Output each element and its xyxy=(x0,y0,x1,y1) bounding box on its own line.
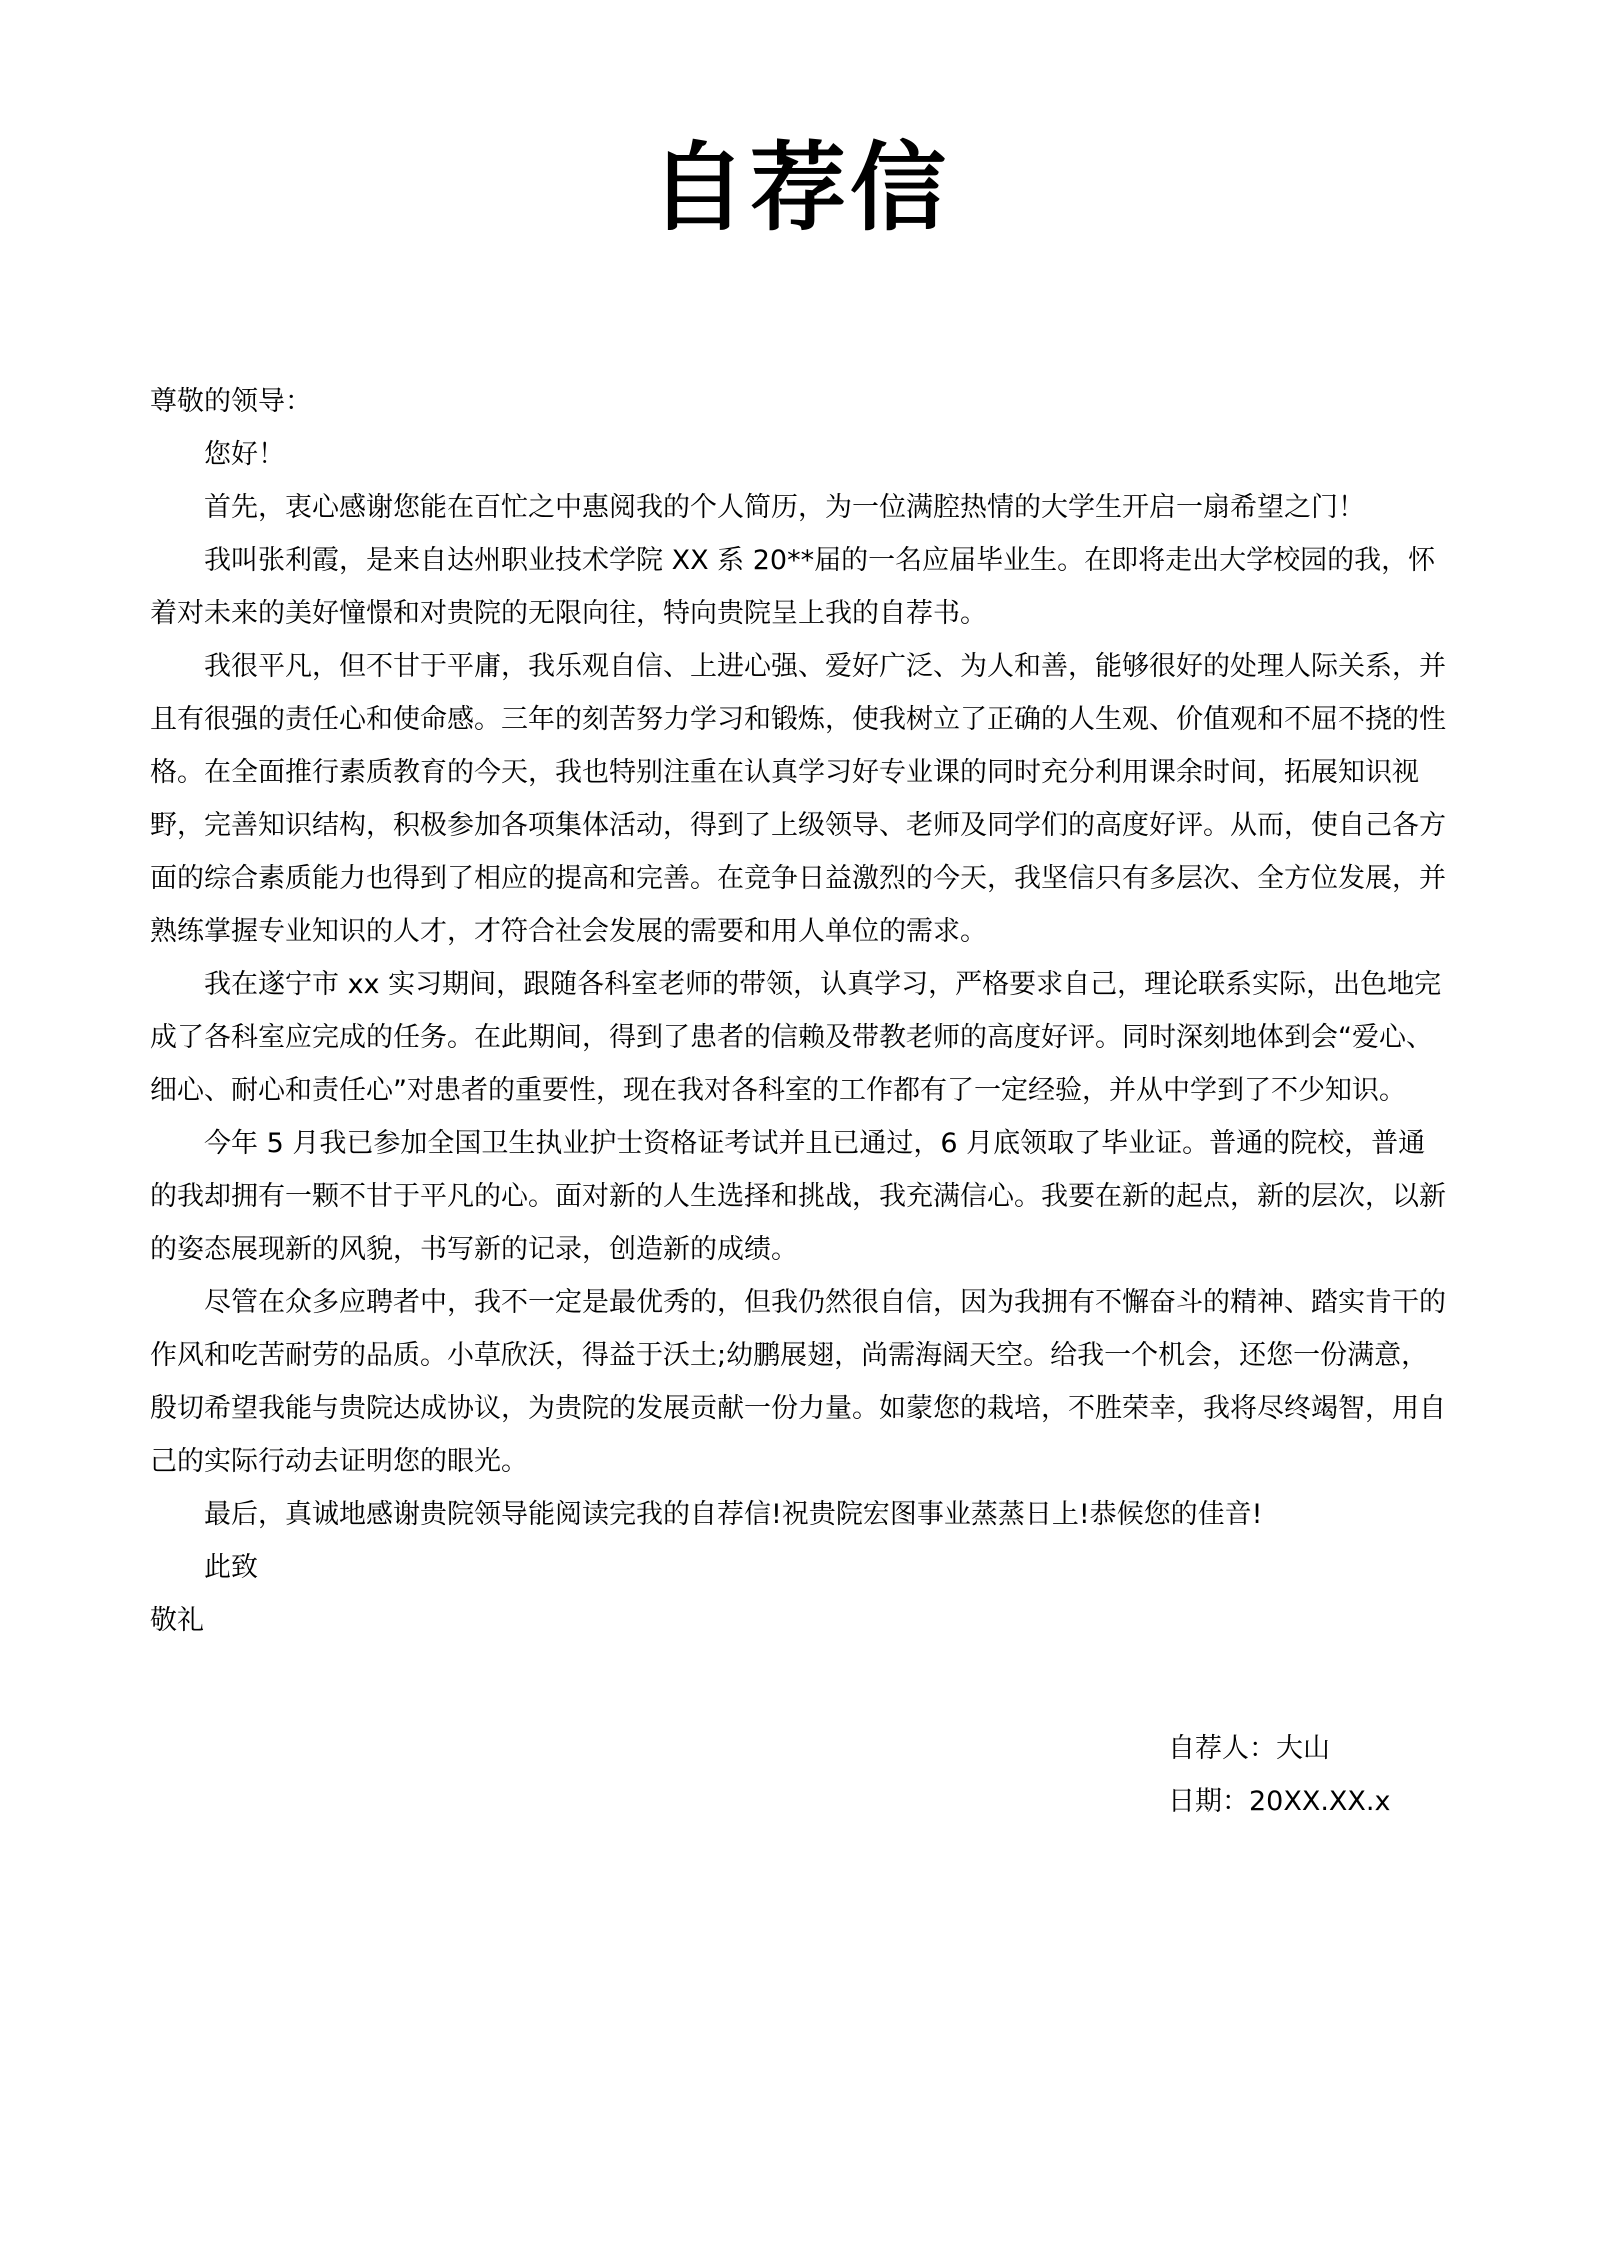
signer-name: 自荐人：大山 xyxy=(1168,1733,1330,1764)
closing-salute: 敬礼 xyxy=(150,1605,204,1636)
closing-phrase: 此致 xyxy=(204,1552,258,1583)
paragraph: 我很平凡，但不甘于平庸，我乐观自信、上进心强、爱好广泛、为人和善，能够很好的处理人际关系，并且有很强的责任心和使命感。三年的刻苦努力学习和锻炼，使我树立了正确的人生观、价值观和不屈不挠的性格。在全面推行素质教育的今天，我也特别注重在认真学习好专业课的同时充分利用课余时间，拓展知识视野，完善知识结构，积极参加各项集体活动，得到了上级领导、老师及同学们的高度好评。从而，使自己各方面的综合素质能力也得到了相应的提高和完善。在竞争日益激烈的今天，我坚信只有多层次、全方位发展，并熟练掌握专业知识的人才，才符合社会发展的需要和用人单位的需求。 xyxy=(150,651,1446,947)
paragraph: 首先，衷心感谢您能在百忙之中惠阅我的个人简历，为一位满腔热情的大学生开启一扇希望之门！ xyxy=(204,492,1365,523)
signature-block xyxy=(1168,1722,1391,1828)
document-title: 自荐信 xyxy=(650,132,950,244)
greeting: 您好！ xyxy=(204,439,285,470)
paragraph: 最后，真诚地感谢贵院领导能阅读完我的自荐信!祝贵院宏图事业蒸蒸日上!恭候您的佳音! xyxy=(204,1499,1263,1530)
signature-date: 日期：20XX.XX.x xyxy=(1168,1786,1391,1817)
letter-body xyxy=(150,375,1450,1647)
paragraph: 尽管在众多应聘者中，我不一定是最优秀的，但我仍然很自信，因为我拥有不懈奋斗的精神、踏实肯干的作风和吃苦耐劳的品质。小草欣沃，得益于沃土;幼鹏展翅，尚需海阔天空。给我一个机会，还您一份满意，殷切希望我能与贵院达成协议，为贵院的发展贡献一份力量。如蒙您的栽培，不胜荣幸，我将尽终竭智，用自己的实际行动去证明您的眼光。 xyxy=(150,1287,1446,1477)
paragraph: 我在遂宁市 xx 实习期间，跟随各科室老师的带领，认真学习，严格要求自己，理论联系实际，出色地完成了各科室应完成的任务。在此期间，得到了患者的信赖及带教老师的高度好评。同时深刻地体到会“爱心、细心、耐心和责任心”对患者的重要性，现在我对各科室的工作都有了一定经验，并从中学到了不少知识。 xyxy=(150,969,1442,1106)
salutation: 尊敬的领导： xyxy=(150,386,312,417)
paragraph: 今年 5 月我已参加全国卫生执业护士资格证考试并且已通过，6 月底领取了毕业证。普通的院校，普通的我却拥有一颗不甘于平凡的心。面对新的人生选择和挑战，我充满信心。我要在新的起点，新的层次，以新的姿态展现新的风貌，书写新的记录，创造新的成绩。 xyxy=(150,1128,1446,1265)
paragraph: 我叫张利霞，是来自达州职业技术学院 XX 系 20**届的一名应届毕业生。在即将走出大学校园的我，怀着对未来的美好憧憬和对贵院的无限向往，特向贵院呈上我的自荐书。 xyxy=(150,545,1436,629)
